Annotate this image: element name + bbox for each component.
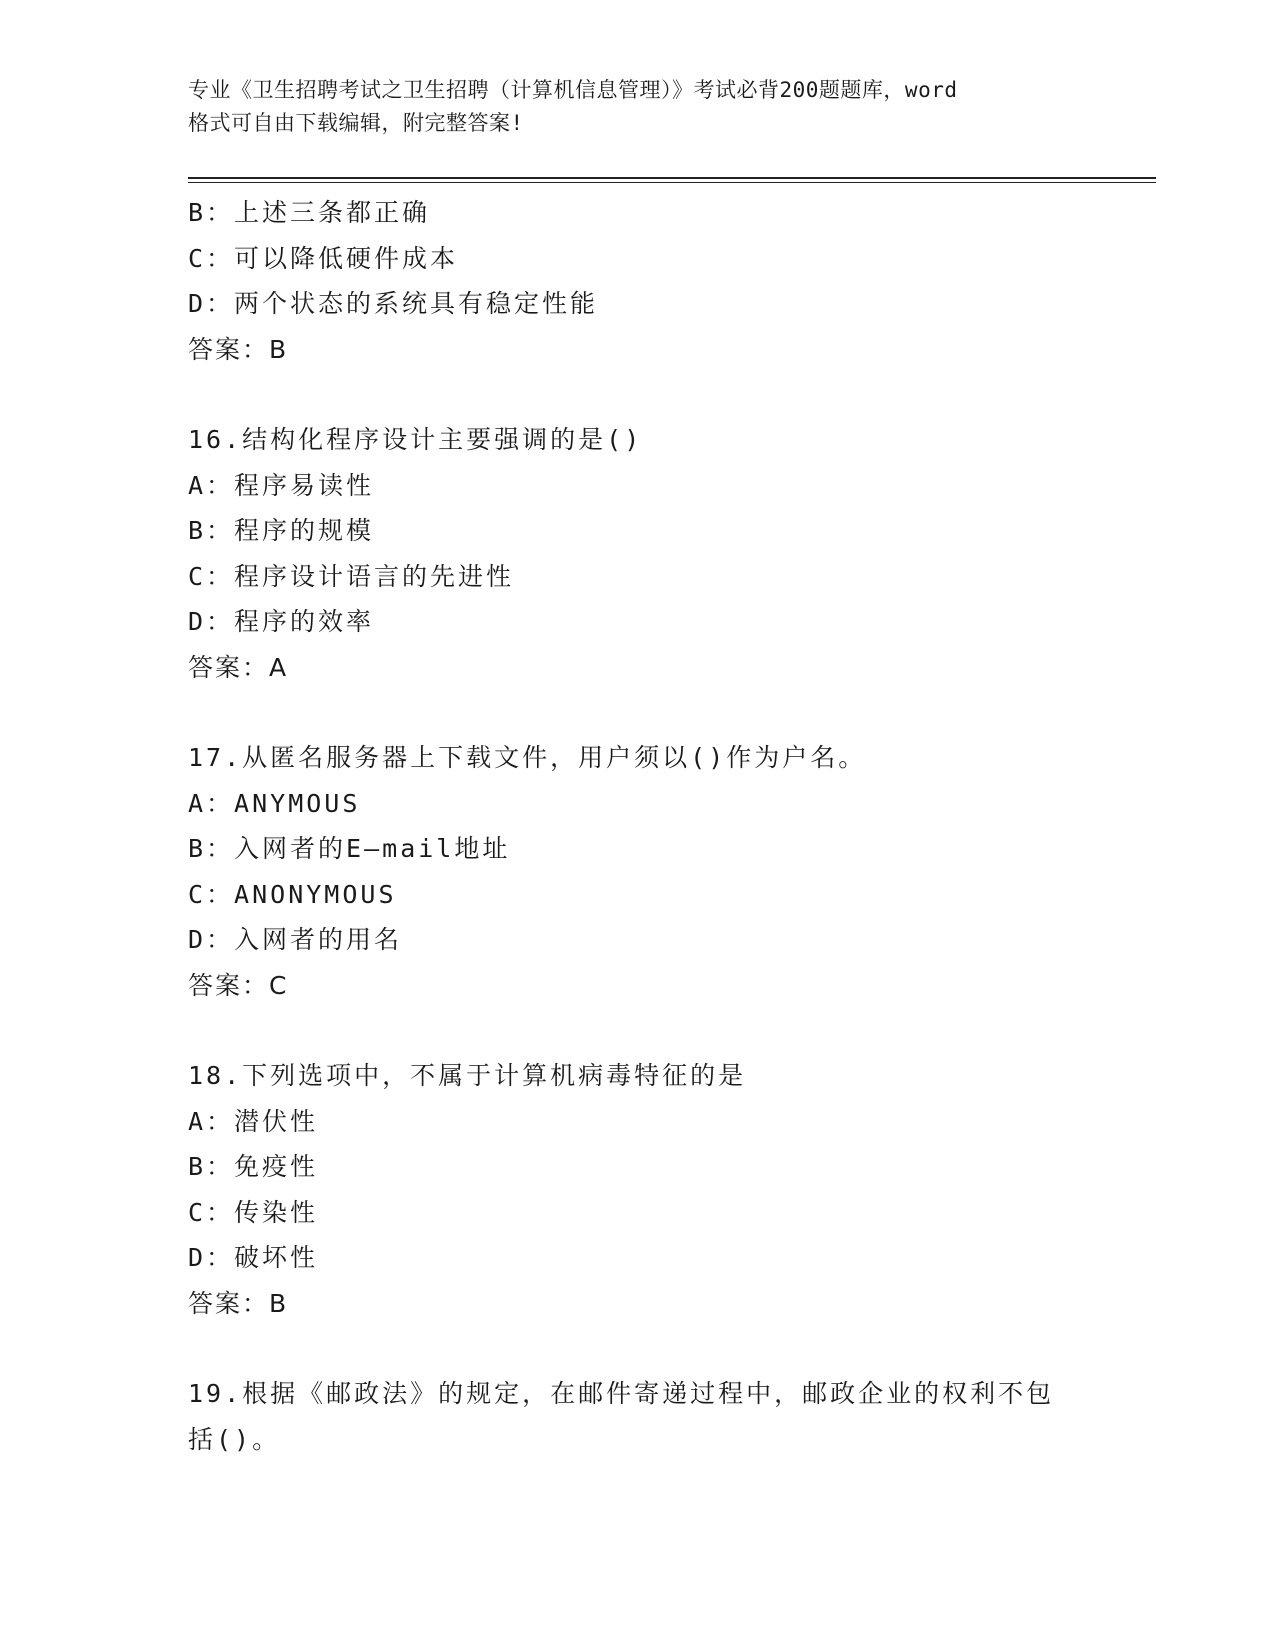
question-18 xyxy=(188,1053,1088,1326)
option-b: B：入网者的E—mail地址 xyxy=(188,834,511,863)
option-a: A：潜伏性 xyxy=(188,1106,319,1136)
question-stem: 16.结构化程序设计主要强调的是() xyxy=(188,425,643,454)
option-d: D：两个状态的系统具有稳定性能 xyxy=(188,289,599,318)
option-a: A：程序易读性 xyxy=(188,470,375,500)
option-c: C：ANONYMOUS xyxy=(188,879,397,909)
question-stem: 18.下列选项中，不属于计算机病毒特征的是 xyxy=(188,1061,747,1090)
question-stem: 17.从匿名服务器上下载文件，用户须以()作为户名。 xyxy=(188,743,867,772)
question-19 xyxy=(188,1371,1088,1462)
option-b: B：程序的规模 xyxy=(188,516,375,545)
answer: 答案：C xyxy=(188,970,289,1000)
question-17 xyxy=(188,735,1088,1008)
option-d: D：程序的效率 xyxy=(188,607,375,636)
option-a: A：ANYMOUS xyxy=(188,788,361,818)
answer: 答案：B xyxy=(188,334,289,364)
option-d: D：破坏性 xyxy=(188,1243,319,1272)
option-b: B：上述三条都正确 xyxy=(188,198,431,227)
answer: 答案：B xyxy=(188,1288,289,1318)
header-line-2: 格式可自由下载编辑，附完整答案! xyxy=(188,111,524,135)
header-line-1: 专业《卫生招聘考试之卫生招聘（计算机信息管理）》考试必背200题题库，word xyxy=(188,78,958,102)
option-d: D：入网者的用名 xyxy=(188,925,403,954)
question-16 xyxy=(188,417,1088,690)
option-c: C：程序设计语言的先进性 xyxy=(188,561,515,591)
question-15-continued xyxy=(188,190,1088,372)
document-header xyxy=(188,74,1088,140)
question-stem-line-2: 括()。 xyxy=(188,1424,281,1454)
question-stem-line-1: 19.根据《邮政法》的规定，在邮件寄递过程中，邮政企业的权利不包 xyxy=(188,1379,1055,1408)
option-c: C：可以降低硬件成本 xyxy=(188,243,459,273)
answer: 答案：A xyxy=(188,652,289,682)
option-b: B：免疫性 xyxy=(188,1152,319,1181)
header-divider-thin xyxy=(188,182,1156,183)
header-divider-thick xyxy=(188,177,1156,179)
option-c: C：传染性 xyxy=(188,1197,319,1227)
question-content xyxy=(188,190,1088,1462)
